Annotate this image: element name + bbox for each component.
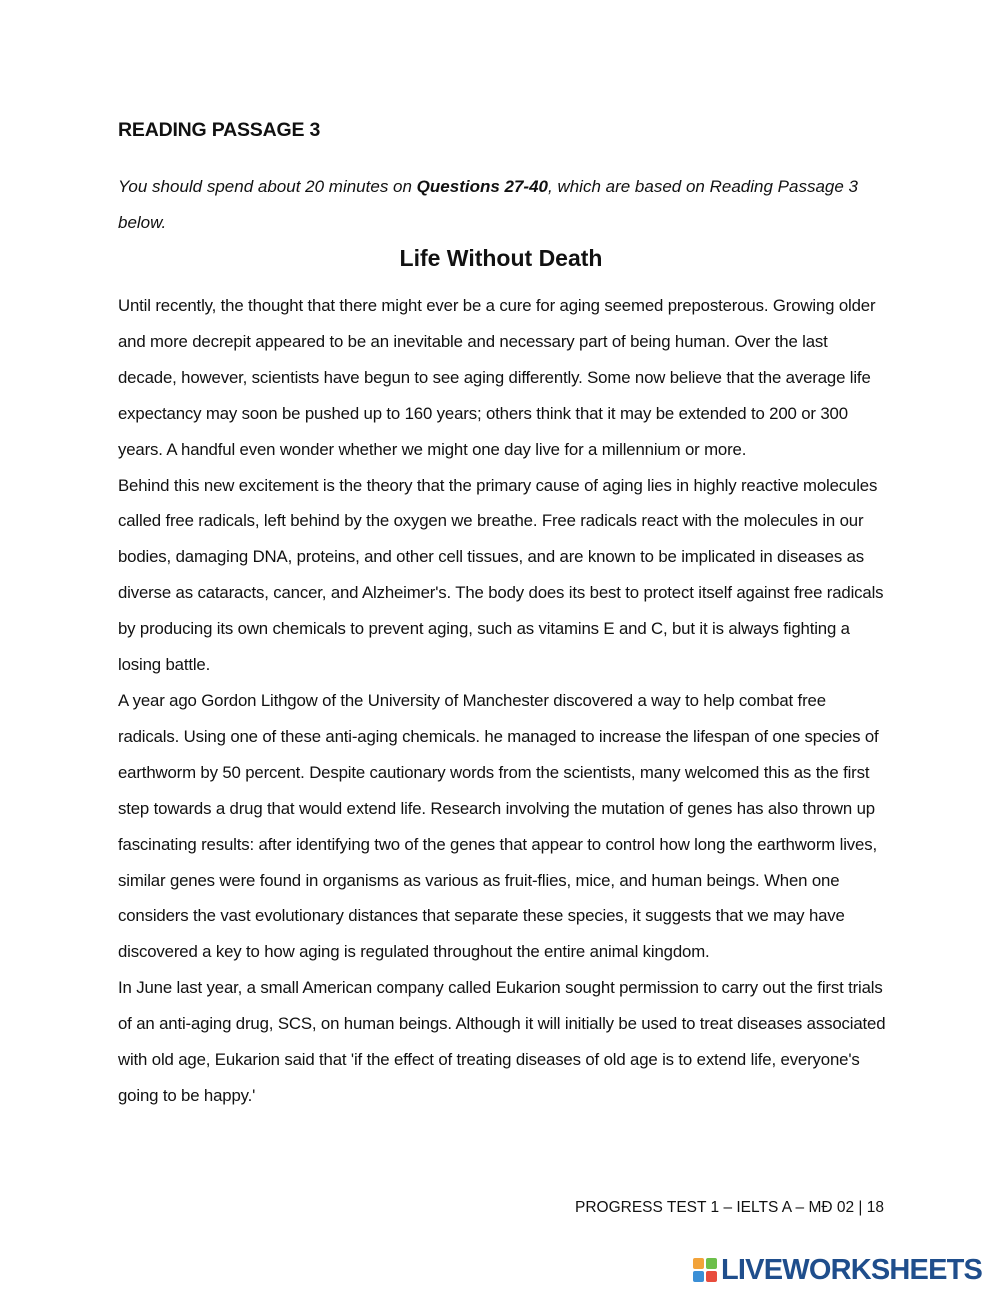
paragraph-2: Behind this new excitement is the theory that the primary cause of aging lies in highly reactive molecules called free radicals, left behind by the oxygen we breathe. Free radicals react with the molecules in our bodies, damaging DNA, proteins, and other cell tissues, and are known to be implicated in diseases as diverse as cataracts, cancer, and Alzheimer's. The body does its best to protect itself against free radicals by producing its own chemicals to prevent aging, such as vitamins E and C, but it is always fighting a losing battle. xyxy=(118,475,884,675)
section-heading: READING PASSAGE 3 xyxy=(118,119,321,141)
instruction-questions: Questions 27-40 xyxy=(416,177,548,196)
brand-name: LIVEWORKSHEETS xyxy=(721,1253,983,1286)
instruction-before: You should spend about 20 minutes on xyxy=(118,177,417,196)
paragraph-4: In June last year, a small American company called Eukarion sought permission to carry out the first trials of an anti-aging drug, SCS, on human beings. Although it will initially be used to treat diseases associated with old age, Eukarion said that 'if the effect of treating diseases of old age is to extend life, everyone's going to be happy.' xyxy=(118,978,886,1105)
logo-tile-1 xyxy=(693,1258,704,1269)
instruction-after: , which are based on Reading Passage 3 below. xyxy=(118,177,858,232)
liveworksheets-logo-icon xyxy=(693,1258,717,1282)
brand-logo[interactable] xyxy=(693,1253,982,1287)
logo-tile-2 xyxy=(706,1258,717,1269)
paragraph-3: A year ago Gordon Lithgow of the University of Manchester discovered a way to help combat free radicals. Using one of these anti-aging chemicals. he managed to increase the lifespan of one species of earthworm by 50 percent. Despite cautionary words from the scientists, many welcomed this as the first step towards a drug that would extend life. Research involving the mutation of genes has also thrown up fascinating results: after identifying two of the genes that appear to control how long the earthworm lives, similar genes were found in organisms as various as fruit-flies, mice, and human beings. When one considers the vast evolutionary distances that separate these species, it suggests that we may have discovered a key to how aging is regulated throughout the entire animal kingdom. xyxy=(118,690,879,962)
logo-tile-4 xyxy=(706,1271,717,1282)
instruction-text xyxy=(118,169,884,240)
passage-title: Life Without Death xyxy=(399,245,603,271)
page-footer: PROGRESS TEST 1 – IELTS A – MĐ 02 | 18 xyxy=(575,1199,884,1216)
passage-body xyxy=(118,288,886,1114)
logo-tile-3 xyxy=(693,1271,704,1282)
paragraph-1: Until recently, the thought that there might ever be a cure for aging seemed preposterous. Growing older and more decrepit appeared to be an inevitable and necessary part of being human. Over the last decade, however, scientists have begun to see aging differently. Some now believe that the average life expectancy may soon be pushed up to 160 years; others think that it may be extended to 200 or 300 years. A handful even wonder whether we might one day live for a millennium or more. xyxy=(118,296,876,459)
